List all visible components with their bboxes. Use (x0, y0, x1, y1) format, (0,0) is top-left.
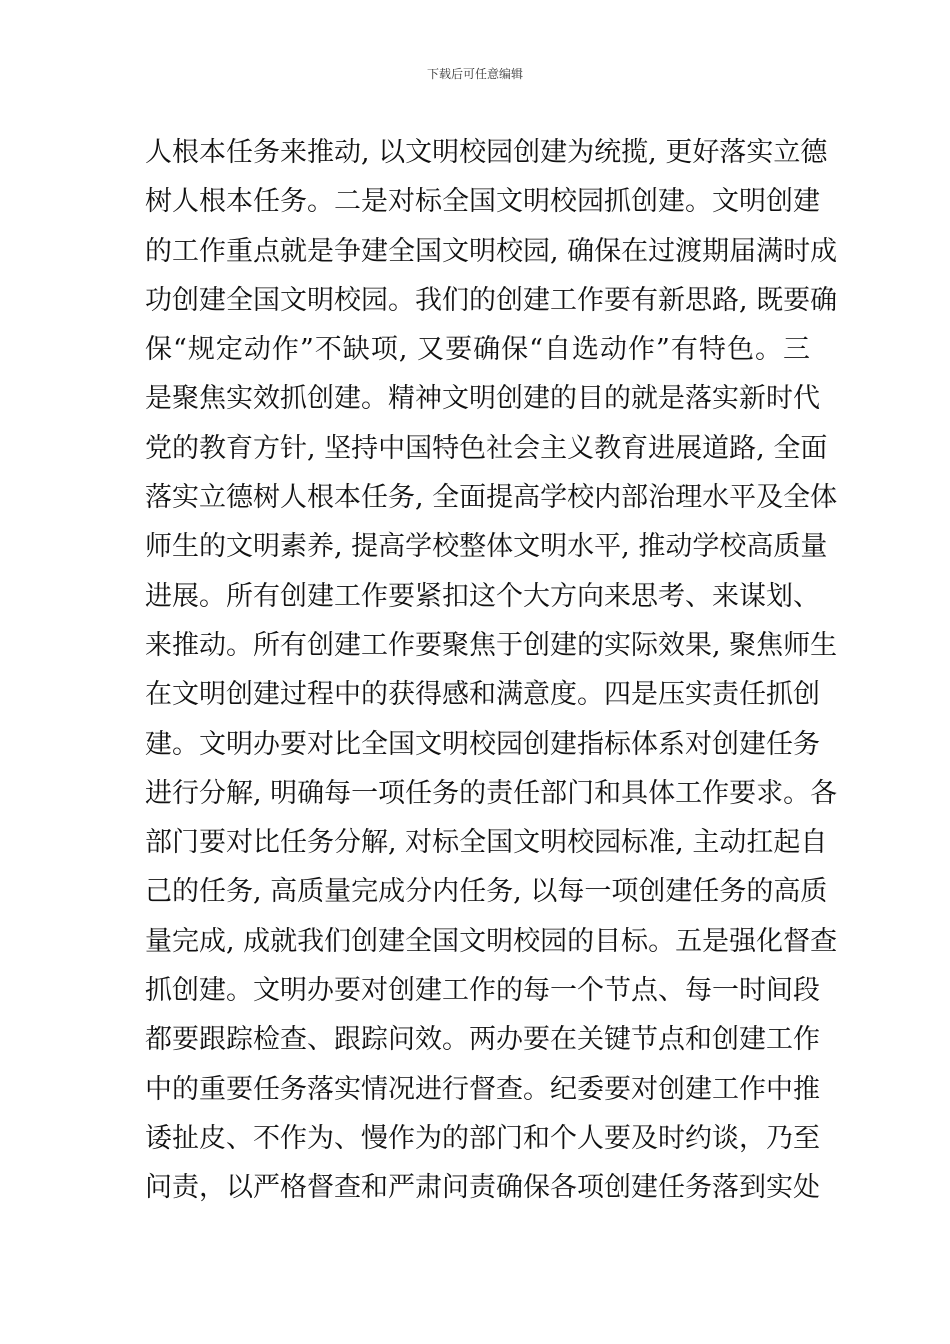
text-line: 抓创建。文明办要对创建工作的每一个节点、每一时间段 (145, 975, 820, 1007)
text-line: 师生的文明素养, 提高学校整体文明水平, 推动学校高质量 (145, 531, 828, 563)
text-line: 进展。所有创建工作要紧扣这个大方向来思考、来谋划、 (145, 580, 820, 612)
text-line: 的工作重点就是争建全国文明校园, 确保在过渡期届满时成 (145, 235, 838, 267)
text-line: 诿扯皮、不作为、慢作为的部门和个人要及时约谈，乃至 (145, 1122, 820, 1154)
text-line: 落实立德树人根本任务, 全面提高学校内部治理水平及全体 (145, 482, 838, 514)
text-line: 在文明创建过程中的获得感和满意度。四是压实责任抓创 (145, 679, 820, 711)
text-line: 量完成, 成就我们创建全国文明校园的目标。五是强化督查 (145, 925, 838, 957)
text-line: 保“规定动作”不缺项, 又要确保“自选动作”有特色。三 (145, 334, 810, 366)
text-line: 部门要对比任务分解, 对标全国文明校园标准, 主动扛起自 (145, 827, 828, 859)
text-line: 中的重要任务落实情况进行督查。纪委要对创建工作中推 (145, 1073, 820, 1105)
text-line: 己的任务, 高质量完成分内任务, 以每一项创建任务的高质 (145, 876, 828, 908)
text-line: 问责，以严格督查和严肃问责确保各项创建任务落到实处 (145, 1172, 820, 1204)
text-line: 人根本任务来推动, 以文明校园创建为统揽, 更好落实立德 (145, 137, 828, 168)
text-line: 进行分解, 明确每一项任务的责任部门和具体工作要求。各 (145, 777, 838, 809)
text-line: 党的教育方针, 坚持中国特色社会主义教育进展道路, 全面 (145, 432, 828, 464)
page-header: 下载后可任意编辑 (426, 67, 523, 81)
body-paragraph (145, 128, 838, 1213)
text-line: 建。文明办要对比全国文明校园创建指标体系对创建任务 (145, 728, 820, 760)
text-line: 是聚焦实效抓创建。精神文明创建的目的就是落实新时代 (145, 383, 820, 415)
text-line: 来推动。所有创建工作要聚焦于创建的实际效果, 聚焦师生 (145, 629, 838, 661)
text-line: 功创建全国文明校园。我们的创建工作要有新思路, 既要确 (145, 284, 838, 316)
text-line: 都要跟踪检查、跟踪问效。两办要在关键节点和创建工作 (145, 1024, 820, 1056)
text-line: 树人根本任务。二是对标全国文明校园抓创建。文明创建 (145, 186, 820, 218)
